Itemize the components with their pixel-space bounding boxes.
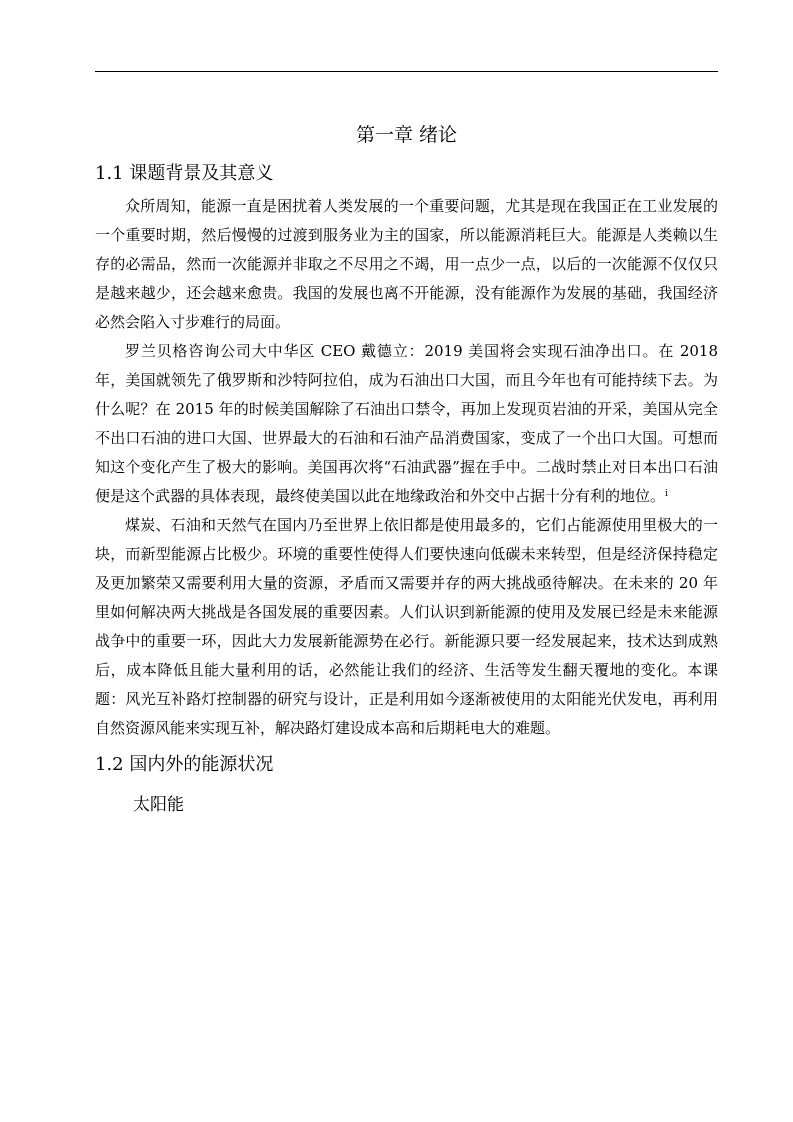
footnote-mark: i [665, 489, 668, 499]
chapter-title: 第一章 绪论 [355, 124, 458, 146]
header-rule [95, 71, 718, 72]
paragraph-new-energy: 煤炭、石油和天然气在国内乃至世界上依旧都是使用最多的，它们占能源使用里极大的一块，而新型能源占比极少。环境的重要性使得人们要快速向低碳未来转型，但是经济保持稳定及更加繁荣又需要利用大量的资源，矛盾而又需要并存的两大挑战亟待解决。在未来的 20 年里如何解决两大挑战是各国发展的重要因素。人们认识到新能源的使用及发展已经是未来能源战争中的重要一环，因此大力发展新能源势在必行。新能源只要一经发展起来，技术达到成熟后，成本降低且能大量利用的话，必然能让我们的经济、生活等发生翻天覆地的变化。本课题：风光互补路灯控制器的研究与设计，正是利用如今逐渐被使用的太阳能光伏发电，再利用自然资源风能来实现互补，解决路灯建设成本高和后期耗电大的难题。 [95, 516, 718, 737]
section-heading-1-1: 1.1 课题背景及其意义 [95, 163, 274, 184]
page-content [95, 118, 718, 821]
paragraph-us-oil-export-text: 罗兰贝格咨询公司大中华区 CEO 戴德立：2019 美国将会实现石油净出口。在 2018 年，美国就领先了俄罗斯和沙特阿拉伯，成为石油出口大国，而且今年也有可能持续下去。为什么呢？在 2015 年的时候美国解除了石油出口禁令，再加上发现页岩油的开采，美国从完全不出口石油的进口大国、世界最大的石油和石油产品消费国家，变成了一个出口大国。可想而知这个变化产生了极大的影响。美国再次将“石油武器”握在手中。二战时禁止对日本出口石油便是这个武器的具体表现，最终使美国以此在地缘政治和外交中占据十分有利的地位。 [95, 342, 718, 505]
paragraph-us-oil-export [95, 337, 718, 511]
section-heading-1-2: 1.2 国内外的能源状况 [95, 754, 274, 775]
subsection-solar: 太阳能 [133, 795, 184, 815]
paragraph-energy-importance: 众所周知，能源一直是困扰着人类发展的一个重要问题，尤其是现在我国正在工业发展的一个重要时期，然后慢慢的过渡到服务业为主的国家，所以能源消耗巨大。能源是人类赖以生存的必需品，然而一次能源并非取之不尽用之不竭，用一点少一点，以后的一次能源不仅仅只是越来越少，还会越来愈贵。我国的发展也离不开能源，没有能源作为发展的基础，我国经济必然会陷入寸步难行的局面。 [95, 197, 718, 331]
